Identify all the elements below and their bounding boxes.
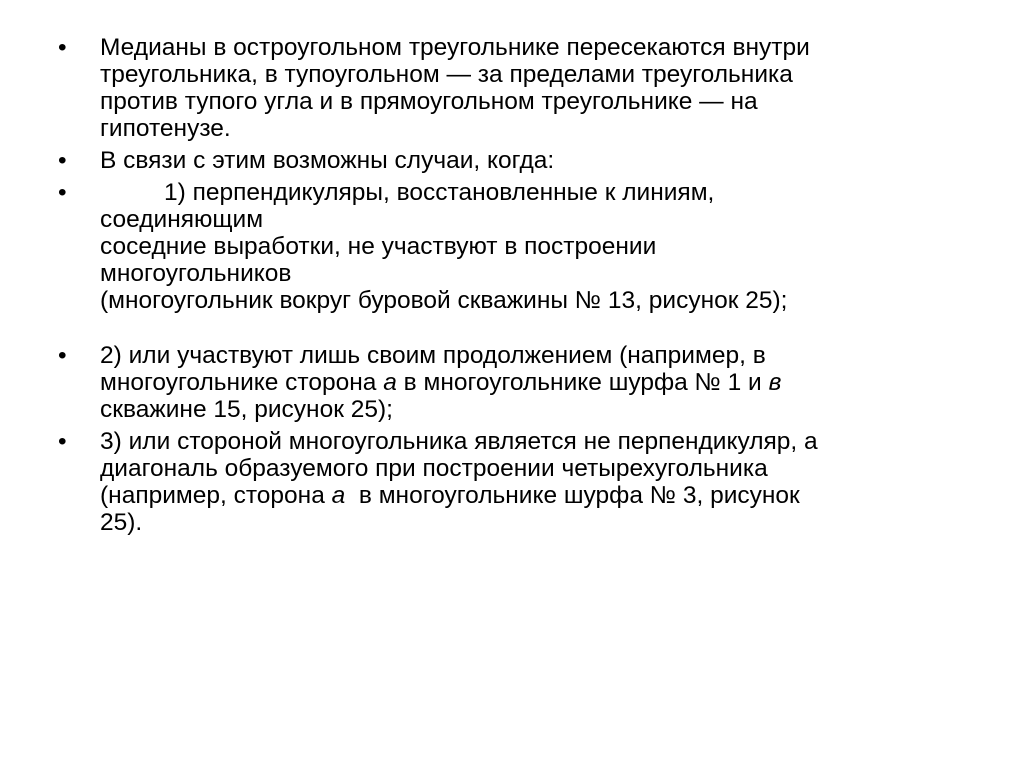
bullet-item-medians [58, 34, 958, 142]
text-line: гипотенузе. [100, 115, 231, 142]
bullet-item-cases-intro [58, 147, 958, 174]
italic-letter-a: а [331, 482, 346, 509]
bullet-list [58, 34, 958, 536]
text-line [100, 369, 958, 396]
text-line: 25). [100, 509, 143, 536]
text-line: соседние выработки, не участвуют в построении [100, 233, 657, 260]
text-line [100, 482, 958, 509]
text-line: • 1) перпендикуляры, восстановленные к линиям, [164, 179, 715, 206]
bullet-item-case-3 [58, 428, 958, 536]
text-line: против тупого угла и в прямоугольном треугольнике — на [100, 88, 758, 115]
text-line: • 2) или участвуют лишь своим продолжением (например, в [100, 342, 766, 369]
text-line: • 3) или стороной многоугольника является не перпендикуляр, а [100, 428, 818, 455]
text-segment: (например, сторона [100, 482, 332, 509]
bullet-item-case-2 [58, 342, 958, 423]
italic-letter-v: в [768, 369, 782, 396]
text-segment: в многоугольнике шурфа № 3, рисунок [345, 482, 800, 509]
text-segment: многоугольнике сторона [100, 369, 384, 396]
text-line: треугольника, в тупоугольном — за пределами треугольника [100, 61, 793, 88]
text-line: (многоугольник вокруг буровой скважины № 13, рисунок 25); [100, 287, 788, 314]
text-line: • Медианы в остроугольном треугольнике пересекаются внутри [100, 34, 810, 61]
text-line: диагональ образуемого при построении четырехугольника [100, 455, 768, 482]
text-line: скважине 15, рисунок 25); [100, 396, 393, 423]
text-line: соединяющим [100, 206, 264, 233]
text-line: • В связи с этим возможны случаи, когда: [100, 147, 555, 174]
text-segment: в многоугольнике шурфа № 1 и [396, 369, 769, 396]
text-line: многоугольников [100, 260, 292, 287]
italic-letter-a: а [383, 369, 397, 396]
bullet-item-case-1 [58, 179, 958, 314]
